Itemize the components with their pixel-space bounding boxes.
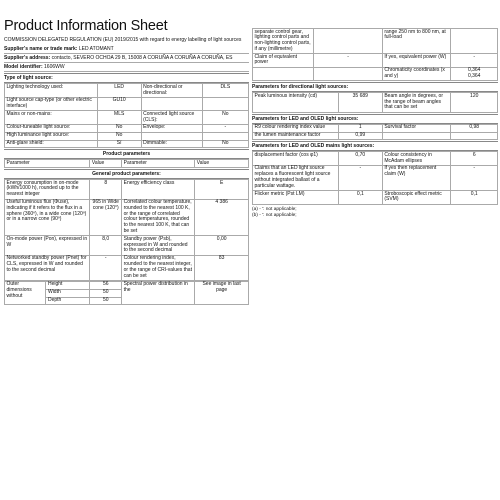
type-row — [5, 132, 249, 140]
general-row-cell: On-mode power (Pon), expressed in W — [5, 236, 90, 255]
type-section-heading: Type of light source: — [4, 73, 249, 83]
dim-height-value: 56 — [90, 281, 122, 289]
supplier-address-line — [4, 54, 249, 63]
general-row-cell: Useful luminous flux (Φuse), indicating if it refers to the flux in a sphere (360º), in a wide cone (120º) or in a narrow cone (90º) — [5, 199, 90, 236]
type-row-cell: DLS — [202, 84, 248, 98]
general-row-cell: 83 — [195, 255, 249, 280]
type-row — [5, 140, 249, 148]
mains-row — [253, 152, 498, 166]
mains-row-cell: 0,1 — [451, 191, 498, 205]
right-top-row — [253, 29, 498, 54]
spectral-label: Spectral power distribution in the — [122, 281, 195, 304]
led-table — [252, 124, 498, 141]
type-row-cell: GU10 — [97, 97, 141, 111]
mains-row-cell: 0,1 — [338, 191, 382, 205]
general-row-cell: 0,00 — [195, 236, 249, 255]
general-row-cell: E — [195, 180, 249, 199]
dimensions-label: Outer dimensions without — [5, 281, 46, 304]
footnote-b: (b) - ': not applicable; — [252, 212, 297, 218]
general-row-cell: 8 — [90, 180, 122, 199]
general-row-cell: - — [90, 255, 122, 280]
mains-row — [253, 165, 498, 190]
led-row — [253, 124, 498, 132]
general-row-cell: Correlated colour temperature, rounded to the nearest 100 K, or the range of correlated colour temperatures, rounded to the nearest 100 K, that can be set — [122, 199, 195, 236]
type-row-cell: MLS — [97, 111, 141, 125]
general-row-cell: Colour rendering index, rounded to the nearest integer, or the range of CRI-values that can be set — [122, 255, 195, 280]
general-row-cell: Energy efficiency class — [122, 180, 195, 199]
supplier-name-value: LED ATOMANT — [78, 46, 114, 53]
dim-depth-label: Depth — [46, 297, 90, 305]
type-row-cell: Anti-glare shield: — [5, 140, 98, 148]
type-row-cell: Lighting technology used: — [5, 84, 98, 98]
type-row-cell: Light source cap-type (or other electric interface) — [5, 97, 98, 111]
right-top-row-cell: range 250 nm to 800 nm, at full-load — [382, 29, 451, 54]
led-row-cell: 0,98 — [451, 124, 498, 132]
right-top-row-cell: If yes, equivalent power (W) — [382, 54, 451, 68]
type-row — [5, 124, 249, 132]
dimensions-table — [4, 281, 249, 305]
type-row-cell: High luminance light source: — [5, 132, 98, 140]
page-title: Product Information Sheet — [4, 18, 168, 34]
led-row-cell: 1 — [338, 124, 382, 132]
led-row-cell — [382, 132, 451, 140]
header-value: Value — [90, 160, 122, 168]
left-column — [4, 18, 249, 305]
led-row-cell — [451, 132, 498, 140]
dim-height-label: Height — [46, 281, 90, 289]
type-row — [5, 111, 249, 125]
directional-row-cell: Peak luminous intensity (cd) — [253, 93, 339, 112]
led-row-cell: the lumen maintenance factor — [253, 132, 339, 140]
model-value: 1606WW — [44, 64, 65, 71]
supplier-name-label: Supplier's name or trade mark: — [4, 46, 78, 53]
right-top-row-cell: - — [451, 54, 498, 68]
type-row-cell: Non-directional or directional: — [141, 84, 202, 98]
general-row — [5, 236, 249, 255]
type-row-cell: No — [97, 124, 141, 132]
model-label: Model identifier: — [4, 64, 43, 71]
model-identifier-line — [4, 63, 249, 72]
type-row-cell: Sí — [97, 140, 141, 148]
mains-row — [253, 191, 498, 205]
type-row-cell — [202, 132, 248, 140]
right-top-row-cell: Claim of equivalent power — [253, 54, 314, 68]
header-parameter: Parameter — [5, 160, 90, 168]
right-top-row-cell: separate control gear, lighting control parts and non-lighting control parts, if any (millimetre) — [253, 29, 314, 54]
right-top-row-cell: 0,364 0,364 — [451, 67, 498, 81]
directional-row — [253, 93, 498, 112]
general-row-cell: 4 386 — [195, 199, 249, 236]
right-top-row-cell: - — [314, 54, 383, 68]
led-row — [253, 132, 498, 140]
type-row-cell: No — [202, 111, 248, 125]
type-row-cell — [202, 97, 248, 111]
mains-row-cell: 6 — [451, 152, 498, 166]
header-parameter-2: Parameter — [122, 160, 195, 168]
type-row-cell: LED — [97, 84, 141, 98]
general-row-cell: Energy consumption in on-mode (kWh/1000 h), rounded up to the nearest integer — [5, 180, 90, 199]
type-row-cell: Dimmable: — [141, 140, 202, 148]
type-row-cell: No — [202, 140, 248, 148]
right-top-row-cell — [314, 67, 383, 81]
type-table — [4, 83, 249, 148]
type-row-cell — [141, 132, 202, 140]
mains-table — [252, 151, 498, 204]
directional-table — [252, 92, 498, 112]
general-parameters-heading: General product parameters: — [4, 169, 249, 179]
type-row-cell: Connected light source (CLS): — [141, 111, 202, 125]
dim-depth-value: 50 — [90, 297, 122, 305]
mains-row-cell: If yes then replacement claim (W) — [382, 165, 451, 190]
param-header-table — [4, 159, 249, 168]
directional-row-cell: 120 — [451, 93, 498, 112]
dim-width-value: 50 — [90, 289, 122, 297]
supplier-address-value: contacto, SEVERO OCHOA 29 B, 15008 A CORUÑA A CORUÑA A CORUÑA, ES — [51, 55, 233, 62]
right-top-row — [253, 54, 498, 68]
general-row-cell: Networked standby power (Pnet) for CLS, expressed in W and rounded to the second decimal — [5, 255, 90, 280]
dim-width-label: Width — [46, 289, 90, 297]
type-row-cell: Envelope: — [141, 124, 202, 132]
mains-row-cell: - — [338, 165, 382, 190]
general-row-cell: Standby power (Psb), expressed in W and rounded to the second decimal — [122, 236, 195, 255]
general-table — [4, 179, 249, 281]
directional-row-cell: Beam angle in degrees, or the range of beam angles that can be set — [382, 93, 451, 112]
intro-text: COMMISSION DELEGATED REGULATION (EU) 2019/2015 with regard to energy labelling of light sources — [4, 37, 242, 43]
led-row-cell: 0,99 — [338, 132, 382, 140]
mains-section-heading: Parameters for LED and OLED mains light sources: — [252, 141, 498, 151]
right-top-row-cell: Chromaticity coordinates (x and y) — [382, 67, 451, 81]
right-top-row — [253, 67, 498, 81]
right-top-row-cell — [451, 29, 498, 54]
general-row — [5, 199, 249, 236]
mains-row-cell: Colour consistency in McAdam ellipses — [382, 152, 451, 166]
directional-section-heading: Parameters for directional light sources: — [252, 82, 498, 92]
right-column — [252, 28, 498, 219]
product-parameters-heading: Product parameters — [4, 149, 249, 159]
mains-row-cell: Claims that an LED light source replaces a fluorescent light source without integrated ballast of a particular wattage. — [253, 165, 339, 190]
type-row-cell: - — [202, 124, 248, 132]
header-value-2: Value — [195, 160, 249, 168]
mains-row-cell: 0,70 — [338, 152, 382, 166]
right-top-table — [252, 28, 498, 81]
mains-row-cell: Flicker metric (Pst LM) — [253, 191, 339, 205]
general-row-cell: 8,0 — [90, 236, 122, 255]
footnote-a: (a) - ': not applicable; — [252, 206, 297, 212]
general-row — [5, 255, 249, 280]
type-row-cell: Mains or non-mains: — [5, 111, 98, 125]
led-row-cell: R9 colour rendering index value — [253, 124, 339, 132]
type-row-cell — [141, 97, 202, 111]
supplier-address-label: Supplier's address: — [4, 55, 51, 62]
type-row-cell: Colour-tuneable light source: — [5, 124, 98, 132]
led-section-heading: Parameters for LED and OLED light sources: — [252, 114, 498, 124]
directional-row-cell: 35 689 — [338, 93, 382, 112]
general-row — [5, 180, 249, 199]
mains-row-cell: - — [451, 165, 498, 190]
general-row-cell: 965 in Wide cone (120°) — [90, 199, 122, 236]
mains-row-cell: Stroboscopic effect metric (SVM) — [382, 191, 451, 205]
type-row-cell: No — [97, 132, 141, 140]
led-row-cell: Survival factor — [382, 124, 451, 132]
type-row — [5, 84, 249, 98]
right-top-row-cell — [253, 67, 314, 81]
right-top-row-cell — [314, 29, 383, 54]
supplier-name-line — [4, 45, 249, 54]
spectral-value: See image in last page — [195, 281, 249, 304]
mains-row-cell: displacement factor (cos φ1) — [253, 152, 339, 166]
type-row — [5, 97, 249, 111]
